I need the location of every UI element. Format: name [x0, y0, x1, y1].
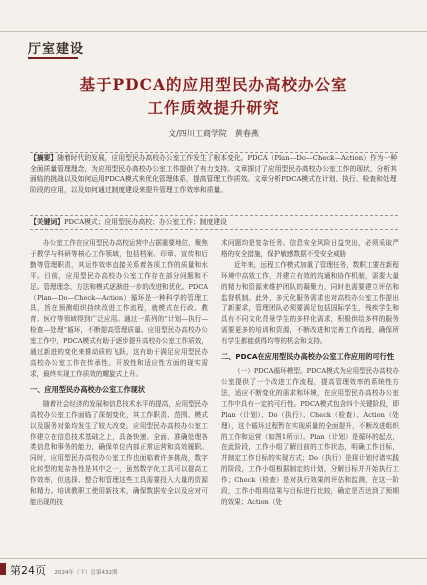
tag-rule — [28, 57, 78, 59]
paragraph: 术问题均是复杂任务。信息安全风险日益突出，必须采取严格的安全措施，保护敏感数据不受安全威胁 — [221, 239, 399, 258]
footer-rule — [0, 558, 427, 559]
section-heading: 二、PDCA在应用型民办高校办公室工作应用的可行性 — [221, 352, 395, 362]
top-rule — [0, 31, 427, 32]
footer-marker — [0, 563, 6, 575]
keywords-label: 【关键词】 — [30, 218, 64, 226]
abstract-text: 随着时代的发展，应用型民办高校办公室工作发生了根本变化。PDCA（Plan—Do—Check—Action）作为一种全面质量管理理念，为应用型民办高校办公室工作提供了有力支持。文章探讨了应用型民办高校办公室工作的现状，分析其面临的挑战以及如何运用PDCA模式来优化管理体系，提高管理工作质效。文章分析PDCA模式在计划、执行、检查和处理阶段的应用，以及如何通过制度建设来提升管理工作效率和质量。 — [30, 154, 398, 194]
right-column — [221, 238, 399, 556]
paragraph: 办公室工作在应用型民办高校运营中占据重要地位，聚焦于教学与科研等核心工作领域，包括档案、印章、宣传和后勤等管理职责，其运作效率直接关系着各项工作的质量和水平。目前，应用型民办高校办公室工作存在部分问题和不足。管理理念、方法和模式逐渐进一步的改进和优化。PDCA（Plan—Do—Check—Action）循环是一种科学的管理工具，旨在预测组织持续改进工作流程，就模式在行政、教育、医疗等领域得到广泛应用。通过一系列的“计划—执行—检查—处理”循环，不断提高管理质量。应用型民办高校办公室工作中，PDCA模式有助于逐步提升高校办公室工作质效，通过新进的变化来推动质的飞跃，这有助于满足应用型民办高校办公室工作在传承性、开放性和适应性方面的现实需求，最终实现工作质效的螺旋式上升。 — [30, 239, 208, 378]
paragraph: 随着社会经济的发展和信息技术水平的提高，应用型民办高校办公室工作面临了深刻变化，其工作职责、范围、模式以及服务对象均发生了较大改变。应用型民办高校办公室工作建立在信息技术基础之上，具备快速、全面、准确处理各类信息和事务的能力，确保单位内部正常运营和高效履职。同时，应用型民办高校办公室工作也面临着许多挑战，数字化转型的复杂各性是其中之一，虽然数字化工具可以提高工作效率，但选择、整合和管理这些工具需要投入大量的资源和精力。培训教职工使用新技术，确保数据安全以及应对可能出现的技 — [30, 399, 208, 506]
page-number: 第24页 — [10, 564, 46, 577]
page-footer — [10, 562, 118, 578]
left-column — [30, 238, 208, 556]
journal-issue: 2024年（下）总第432期 — [54, 570, 118, 576]
section-tag: 厅室建设 — [28, 42, 85, 57]
abstract-label: 【摘要】 — [30, 154, 58, 162]
paragraph: （一）PDCA循环模型。PDCA模式为应用型民办高校办公室提供了一个改进工作流程，提高管理效率的系统性方法，适应不断变化的需求和环境，在应用型民办高校办公室工作中具有一定的可行性。PDCA模式包含四个关键阶段，即Plan（计划）、Do（执行）、Check（检查）、Action（处理），这个循环过程暂在实现质量的全面提升，不断改进组织的工作和运营（如图1所示）。Plan（计划）是循环的起点，在此阶段，工作小组了解目前的工作状态，明确工作目标，并制定工作目标的实现方式；Do（执行）是将计划付诸实践的阶段，工作小组根据制定的计划，分解目标并开始执行工作；Check（检查）是对执行效果的评估和监测，在这一阶段，工作小组将结果与目标进行比较，确定是否达到了预期的效果；Action（处 — [221, 367, 399, 506]
paragraph: 近年来，远程工作模式加重了管理任务，数职工要在新程环境中高效工作，并建立有效的沟通和协作机制，需要大量的精力和资源来维护团队的凝聚力，同时也需要建立评估和监督机制。此外，多元化服务需求也对高校办公室工作提出了新要求，管理团队必须要满足包括国际学生，残疾学生和具有不同文化背景学生的多样化需求，积极供给多样的服务需要更多的培训和资源，不断改进和完善工作流程，确保所有学生都能获得均等的机会和支持。 — [221, 260, 399, 346]
article-title-line2: 工作质效提升研究 — [147, 98, 280, 117]
keywords-text: PDCA模式；应用型民办高校；办公室工作；制度建设 — [63, 218, 227, 226]
section-heading: 一、应用型民办高校办公室工作现状 — [30, 384, 146, 394]
article-title-line1: 基于PDCA的应用型民办高校办公室 — [79, 75, 348, 94]
author-line: 文/四川工商学院 黄春燕 — [168, 129, 259, 138]
keywords-box — [30, 216, 398, 230]
abstract-box — [30, 152, 398, 216]
